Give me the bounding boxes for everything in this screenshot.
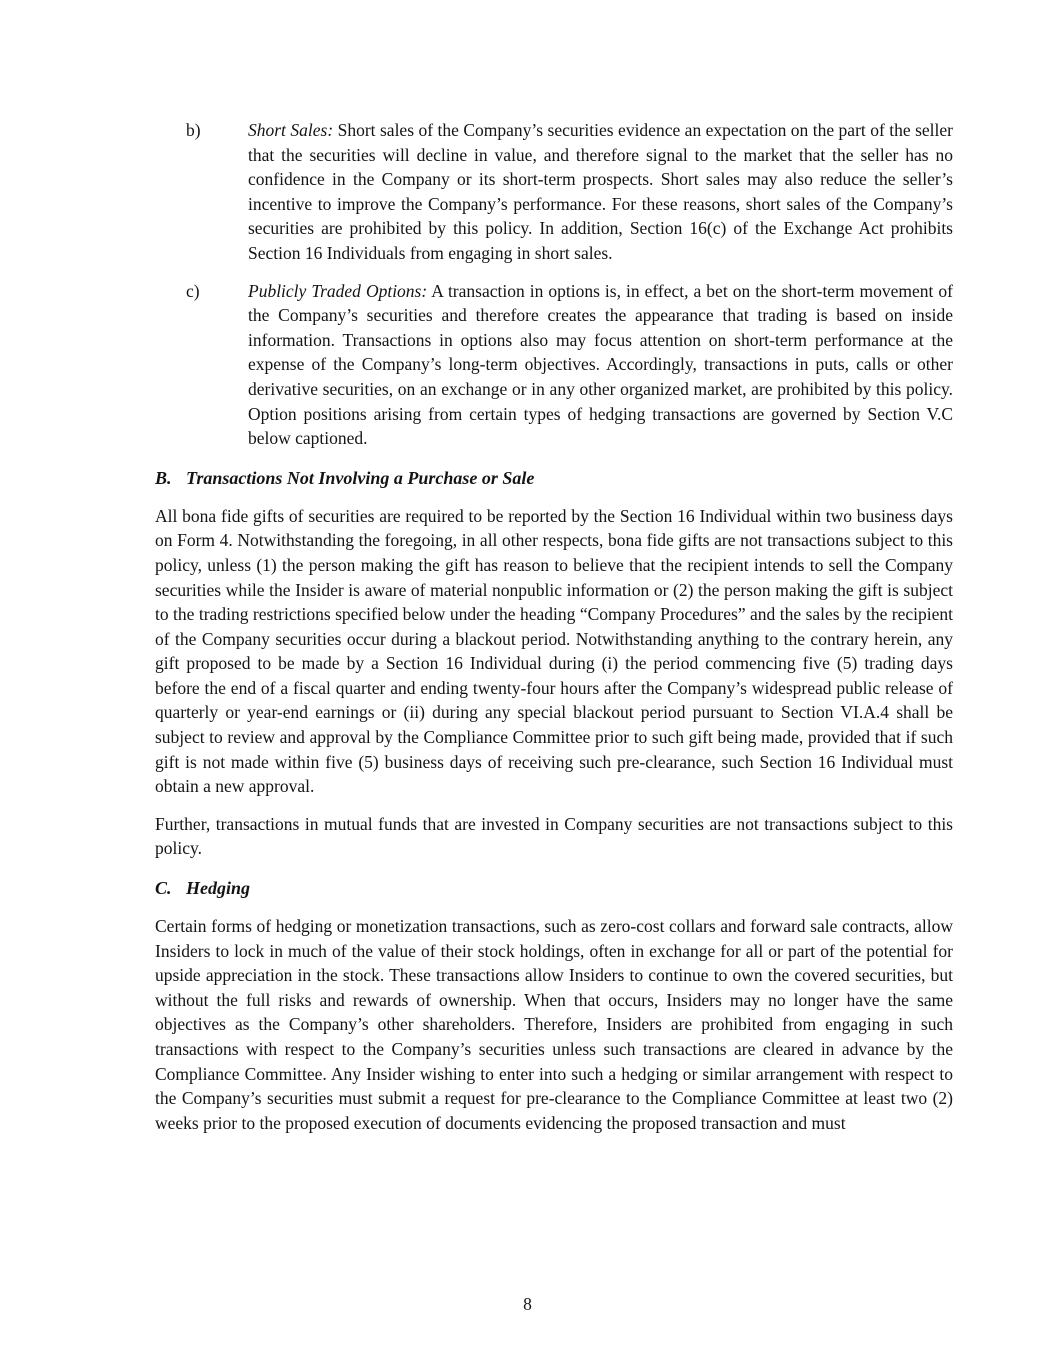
section-title: Hedging [186, 878, 251, 899]
paragraph: Certain forms of hedging or monetization transactions, such as zero-cost collars and forward sale contracts, allow Insiders to lock in much of the value of their stock holdings, often in exchange for all or part of the potential for upside appreciation in the stock. These transactions allow Insiders to continue to own the covered securities, but without the full risks and rewards of ownership. When that occurs, Insiders may no longer have the same objectives as the Company’s other shareholders. Therefore, Insiders are prohibited from engaging in such transactions with respect to the Company’s securities unless such transactions are cleared in advance by the Compliance Committee. Any Insider wishing to enter into such a hedging or similar arrangement with respect to the Company’s securities must submit a request for pre-clearance to the Compliance Committee at least two (2) weeks prior to the proposed execution of documents evidencing the proposed transaction and must [155, 916, 953, 1133]
section-heading [155, 876, 953, 901]
section-transactions-not-involving-purchase-or-sale [155, 466, 953, 861]
list-item-text [248, 118, 953, 266]
paragraph: All bona fide gifts of securities are required to be reported by the Section 16 Individual within two business days on Form 4. Notwithstanding the foregoing, in all other respects, bona fide gifts are not transactions subject to this policy, unless (1) the person making the gift has reason to believe that the recipient intends to sell the Company securities while the Insider is aware of material nonpublic information or (2) the person making the gift is subject to the trading restrictions specified below under the heading “Company Procedures” and the sales by the recipient of the Company securities occur during a blackout period. Notwithstanding anything to the contrary herein, any gift proposed to be made by a Section 16 Individual during (i) the period commencing five (5) trading days before the end of a fiscal quarter and ending twenty-four hours after the Company’s widespread public release of quarterly or year-end earnings or (ii) during any special blackout period pursuant to Section VI.A.4 shall be subject to review and approval by the Compliance Committee prior to such gift being made, provided that if such gift is not made within five (5) business days of receiving such pre-clearance, such Section 16 Individual must obtain a new approval. [155, 505, 953, 797]
list-item-lead: Publicly Traded Options: [248, 280, 428, 301]
alpha-list [155, 118, 953, 451]
list-item-label: b) [186, 120, 201, 140]
section-heading [155, 466, 953, 491]
paragraph: Further, transactions in mutual funds that are invested in Company securities are not transactions subject to this policy. [155, 813, 953, 859]
list-item-c [155, 279, 953, 451]
section-title: Transactions Not Involving a Purchase or Sale [186, 467, 535, 488]
list-item-b [155, 118, 953, 266]
section-label: C. [155, 878, 172, 899]
page-footer [0, 1292, 1055, 1317]
section-hedging [155, 876, 953, 1135]
section-label: B. [155, 467, 172, 488]
list-item-body-text: Short sales of the Company’s securities evidence an expectation on the part of the seller that the securities will decline in value, and therefore signal to the market that the seller has no confidence in the Company or its short-term prospects. Short sales may also reduce the seller’s incentive to improve the Company’s performance. For these reasons, short sales of the Company’s securities are prohibited by this policy. In addition, Section 16(c) of the Exchange Act prohibits Section 16 Individuals from engaging in short sales. [248, 120, 953, 263]
list-item-body-text: A transaction in options is, in effect, a bet on the short-term movement of the Company’s securities and therefore creates the appearance that trading is based on inside information. Transactions in options also may focus attention on short-term performance at the expense of the Company’s long-term objectives. Accordingly, transactions in puts, calls or other derivative securities, on an exchange or in any other organized market, are prohibited by this policy. Option positions arising from certain types of hedging transactions are governed by Section V.C below captioned. [248, 280, 954, 449]
list-item-lead: Short Sales: [248, 120, 334, 140]
list-item-text [248, 279, 953, 451]
document-content [155, 118, 953, 1148]
page-number: 8 [523, 1294, 532, 1315]
list-item-label: c) [186, 280, 200, 301]
